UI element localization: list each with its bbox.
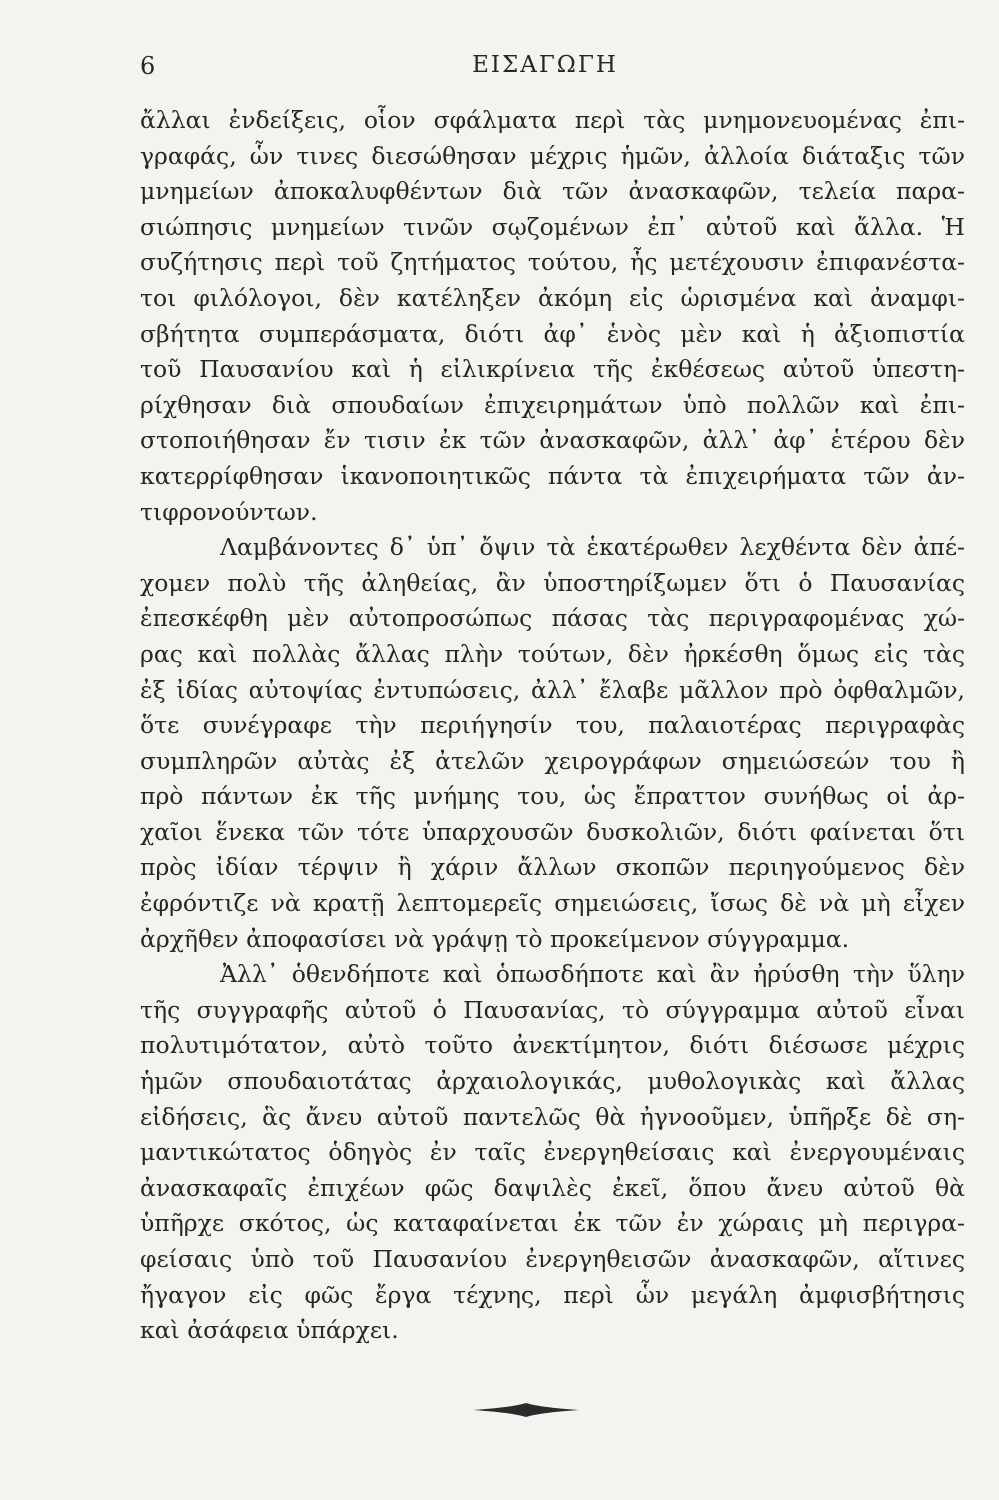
text-line: γραφάς, ὧν τινες διεσώθησαν μέχρις ἡμῶν, ἀλλοία διάταξις τῶν <box>140 141 965 170</box>
text-line: καὶ ἀσάφεια ὑπάρχει. <box>140 1316 399 1345</box>
text-line: ἀνασκαφαῖς ἐπιχέων φῶς δαψιλὲς ἐκεῖ, ὅπου ἄνευ αὐτοῦ θὰ <box>140 1173 965 1202</box>
text-line: ὑπῆρχε σκότος, ὡς καταφαίνεται ἐκ τῶν ἐν χώραις μὴ περιγρα- <box>140 1209 965 1238</box>
text-line: πρὸ πάντων ἐκ τῆς μνήμης του, ὡς ἔπραττον συνήθως οἱ ἀρ- <box>140 782 965 811</box>
text-line: Λαμβάνοντες δ᾽ ὑπ᾽ ὄψιν τὰ ἑκατέρωθεν λεχθέντα δὲν ἀπέ- <box>220 533 965 562</box>
text-line: χομεν πολὺ τῆς ἀληθείας, ἂν ὑποστηρίξωμεν ὅτι ὁ Παυσανίας <box>140 568 965 597</box>
running-head <box>140 52 950 92</box>
text-line: τῆς συγγραφῆς αὐτοῦ ὁ Παυσανίας, τὸ σύγγραμμα αὐτοῦ εἶναι <box>140 995 965 1024</box>
text-line: σιώπησις μνημείων τινῶν σῳζομένων ἐπ᾽ αὐτοῦ καὶ ἄλλα. Ἡ <box>140 212 965 241</box>
text-line: φείσαις ὑπὸ τοῦ Παυσανίου ἐνεργηθεισῶν ἀνασκαφῶν, αἵτινες <box>140 1245 965 1273</box>
text-line: ἐφρόντιζε νὰ κρατῇ λεπτομερεῖς σημειώσεις, ἴσως δὲ νὰ μὴ εἶχεν <box>140 889 965 918</box>
tailpiece-ornament-icon <box>471 1400 581 1420</box>
text-line: ἐξ ἰδίας αὐτοψίας ἐντυπώσεις, ἀλλ᾽ ἔλαβε μᾶλλον πρὸ ὀφθαλμῶν, <box>140 675 965 704</box>
text-line: ἐπεσκέφθη μὲν αὐτοπροσώπως πάσας τὰς περιγραφομένας χώ- <box>140 604 965 633</box>
body-text <box>140 103 965 1349</box>
text-line: κατερρίφθησαν ἱκανοποιητικῶς πάντα τὰ ἐπιχειρήματα τῶν ἀν- <box>140 461 965 490</box>
text-line: μνημείων ἀποκαλυφθέντων διὰ τῶν ἀνασκαφῶν, τελεία παρα- <box>140 177 965 206</box>
paragraph-3 <box>140 957 965 1349</box>
page-number: 6 <box>140 52 156 80</box>
text-line: στοποιήθησαν ἔν τισιν ἐκ τῶν ἀνασκαφῶν, ἀλλ᾽ ἀφ᾽ ἑτέρου δὲν <box>140 426 965 455</box>
text-line: μαντικώτατος ὁδηγὸς ἐν ταῖς ἐνεργηθείσαις καὶ ἐνεργουμέναις <box>140 1138 965 1167</box>
text-line: ρας καὶ πολλὰς ἄλλας πλὴν τούτων, δὲν ἠρκέσθη ὅμως εἰς τὰς <box>140 639 965 668</box>
paragraph-1 <box>140 103 965 530</box>
text-line: χαῖοι ἕνεκα τῶν τότε ὑπαρχουσῶν δυσκολιῶν, διότι φαίνεται ὅτι <box>140 817 965 846</box>
text-line: πολυτιμότατον, αὐτὸ τοῦτο ἀνεκτίμητον, διότι διέσωσε μέχρις <box>140 1031 965 1060</box>
text-line: Ἀλλ᾽ ὁθενδήποτε καὶ ὁπωσδήποτε καὶ ἂν ἠρύσθη τὴν ὕλην <box>220 960 965 989</box>
text-line: συμπληρῶν αὐτὰς ἐξ ἀτελῶν χειρογράφων σημειώσεών του ἢ <box>140 746 965 775</box>
text-line: τοῦ Παυσανίου καὶ ἡ εἰλικρίνεια τῆς ἐκθέσεως αὐτοῦ ὑπεστη- <box>140 355 965 384</box>
text-line: σβήτητα συμπεράσματα, διότι ἀφ᾽ ἑνὸς μὲν καὶ ἡ ἀξιοπιστία <box>140 319 965 348</box>
text-line: πρὸς ἰδίαν τέρψιν ἢ χάριν ἄλλων σκοπῶν περιηγούμενος δὲν <box>140 853 965 882</box>
text-line: ἤγαγον εἰς φῶς ἔργα τέχνης, περὶ ὧν μεγάλη ἀμφισβήτησις <box>140 1280 965 1309</box>
text-line: ἡμῶν σπουδαιοτάτας ἀρχαιολογικάς, μυθολογικὰς καὶ ἄλλας <box>140 1067 965 1096</box>
text-line: εἰδήσεις, ἃς ἄνευ αὐτοῦ παντελῶς θὰ ἠγνοοῦμεν, ὑπῆρξε δὲ ση- <box>140 1102 965 1131</box>
text-line: ὅτε συνέγραφε τὴν περιήγησίν του, παλαιοτέρας περιγραφὰς <box>140 711 965 740</box>
text-line: τιφρονούντων. <box>140 497 318 526</box>
text-line: ἄλλαι ἐνδείξεις, οἷον σφάλματα περὶ τὰς μνημονευομένας ἐπι- <box>140 106 965 134</box>
running-title: ΕΙΣΑΓΩΓΗ <box>472 52 618 78</box>
text-line: ρίχθησαν διὰ σπουδαίων ἐπιχειρημάτων ὑπὸ πολλῶν καὶ ἐπι- <box>140 390 965 419</box>
text-line: τοι φιλόλογοι, δὲν κατέληξεν ἀκόμη εἰς ὡρισμένα καὶ ἀναμφι- <box>140 283 965 312</box>
text-line: συζήτησις περὶ τοῦ ζητήματος τούτου, ἧς μετέχουσιν ἐπιφανέστα- <box>140 248 965 277</box>
text-line: ἀρχῆθεν ἀποφασίσει νὰ γράψῃ τὸ προκείμενον σύγγραμμα. <box>140 924 850 953</box>
paragraph-2 <box>140 530 965 957</box>
